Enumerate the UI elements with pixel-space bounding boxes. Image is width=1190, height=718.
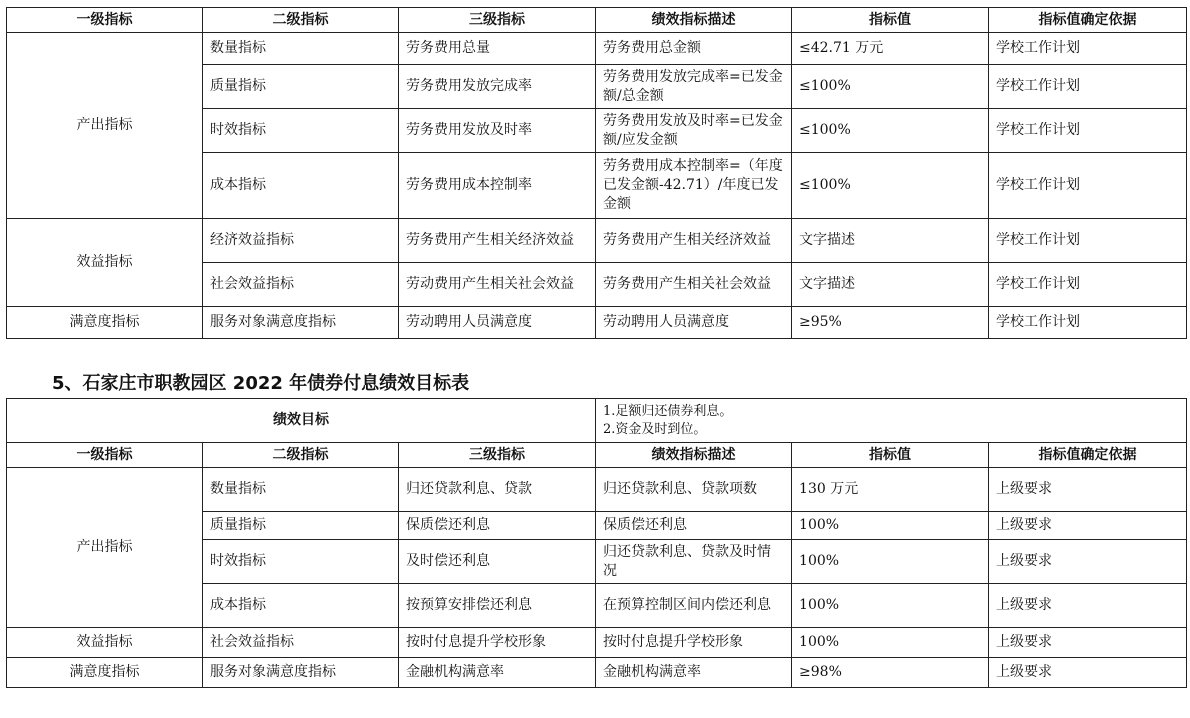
level3-cell: 劳务费用发放及时率 xyxy=(399,109,596,153)
description-cell: 按时付息提升学校形象 xyxy=(596,628,792,658)
description-cell: 劳务费用成本控制率=（年度已发金额-42.71）/年度已发金额 xyxy=(596,153,792,219)
header-basis: 指标值确定依据 xyxy=(989,8,1187,33)
level2-cell: 成本指标 xyxy=(203,584,399,628)
description-cell: 劳务费用发放及时率=已发金额/应发金额 xyxy=(596,109,792,153)
header-value: 指标值 xyxy=(792,443,989,468)
table-row xyxy=(7,628,1187,658)
level3-cell: 劳务费用产生相关经济效益 xyxy=(399,219,596,263)
basis-cell: 学校工作计划 xyxy=(989,307,1187,339)
level3-cell: 劳务费用成本控制率 xyxy=(399,153,596,219)
header-description: 绩效指标描述 xyxy=(596,443,792,468)
header-level1: 一级指标 xyxy=(7,443,203,468)
table-header-row xyxy=(7,443,1187,468)
group-output: 产出指标 xyxy=(7,33,203,219)
description-cell: 劳务费用总金额 xyxy=(596,33,792,65)
basis-cell: 上级要求 xyxy=(989,658,1187,688)
header-level2: 二级指标 xyxy=(203,443,399,468)
description-cell: 归还贷款利息、贷款项数 xyxy=(596,468,792,512)
level3-cell: 归还贷款利息、贷款 xyxy=(399,468,596,512)
basis-cell: 学校工作计划 xyxy=(989,153,1187,219)
level3-cell: 劳动聘用人员满意度 xyxy=(399,307,596,339)
basis-cell: 学校工作计划 xyxy=(989,109,1187,153)
description-cell: 劳务费用发放完成率=已发金额/总金额 xyxy=(596,65,792,109)
value-cell: 100% xyxy=(792,512,989,540)
level3-cell: 及时偿还利息 xyxy=(399,540,596,584)
value-cell: ≤100% xyxy=(792,109,989,153)
value-cell: ≤100% xyxy=(792,153,989,219)
value-cell: 100% xyxy=(792,584,989,628)
header-level1: 一级指标 xyxy=(7,8,203,33)
table-header-row xyxy=(7,8,1187,33)
goal-row xyxy=(7,399,1187,443)
value-cell: 文字描述 xyxy=(792,263,989,307)
table-row xyxy=(7,468,1187,512)
level2-cell: 服务对象满意度指标 xyxy=(203,658,399,688)
basis-cell: 上级要求 xyxy=(989,584,1187,628)
basis-cell: 学校工作计划 xyxy=(989,33,1187,65)
level2-cell: 成本指标 xyxy=(203,153,399,219)
level2-cell: 社会效益指标 xyxy=(203,628,399,658)
goal-line: 2.资金及时到位。 xyxy=(603,421,707,437)
value-cell: 文字描述 xyxy=(792,219,989,263)
description-cell: 劳动聘用人员满意度 xyxy=(596,307,792,339)
header-description: 绩效指标描述 xyxy=(596,8,792,33)
description-cell: 在预算控制区间内偿还利息 xyxy=(596,584,792,628)
group-output: 产出指标 xyxy=(7,468,203,628)
basis-cell: 上级要求 xyxy=(989,468,1187,512)
basis-cell: 上级要求 xyxy=(989,540,1187,584)
value-cell: ≤42.71 万元 xyxy=(792,33,989,65)
description-cell: 归还贷款利息、贷款及时情况 xyxy=(596,540,792,584)
description-cell: 劳务费用产生相关社会效益 xyxy=(596,263,792,307)
level3-cell: 按预算安排偿还利息 xyxy=(399,584,596,628)
group-benefit: 效益指标 xyxy=(7,628,203,658)
goal-content xyxy=(596,399,1187,443)
level3-cell: 劳务费用总量 xyxy=(399,33,596,65)
value-cell: 100% xyxy=(792,628,989,658)
goal-line: 1.足额归还债券利息。 xyxy=(603,403,733,419)
level3-cell: 保质偿还利息 xyxy=(399,512,596,540)
level2-cell: 质量指标 xyxy=(203,512,399,540)
group-benefit: 效益指标 xyxy=(7,219,203,307)
level3-cell: 按时付息提升学校形象 xyxy=(399,628,596,658)
level2-cell: 时效指标 xyxy=(203,540,399,584)
value-cell: 100% xyxy=(792,540,989,584)
value-cell: ≤100% xyxy=(792,65,989,109)
value-cell: ≥98% xyxy=(792,658,989,688)
level2-cell: 数量指标 xyxy=(203,33,399,65)
basis-cell: 上级要求 xyxy=(989,628,1187,658)
header-basis: 指标值确定依据 xyxy=(989,443,1187,468)
level2-cell: 服务对象满意度指标 xyxy=(203,307,399,339)
goal-label: 绩效目标 xyxy=(7,399,596,443)
description-cell: 保质偿还利息 xyxy=(596,512,792,540)
level2-cell: 社会效益指标 xyxy=(203,263,399,307)
header-level2: 二级指标 xyxy=(203,8,399,33)
table-row xyxy=(7,658,1187,688)
description-cell: 金融机构满意率 xyxy=(596,658,792,688)
value-cell: ≥95% xyxy=(792,307,989,339)
bond-interest-performance-table xyxy=(6,398,1187,688)
basis-cell: 学校工作计划 xyxy=(989,65,1187,109)
section-title: 5、石家庄市职教园区 2022 年债券付息绩效目标表 xyxy=(52,373,470,394)
group-satisfaction: 满意度指标 xyxy=(7,307,203,339)
level3-cell: 劳动费用产生相关社会效益 xyxy=(399,263,596,307)
table-row xyxy=(7,307,1187,339)
level2-cell: 质量指标 xyxy=(203,65,399,109)
level2-cell: 时效指标 xyxy=(203,109,399,153)
level3-cell: 金融机构满意率 xyxy=(399,658,596,688)
group-satisfaction: 满意度指标 xyxy=(7,658,203,688)
level2-cell: 数量指标 xyxy=(203,468,399,512)
labor-cost-performance-table xyxy=(6,7,1187,339)
value-cell: 130 万元 xyxy=(792,468,989,512)
header-value: 指标值 xyxy=(792,8,989,33)
basis-cell: 学校工作计划 xyxy=(989,219,1187,263)
level3-cell: 劳务费用发放完成率 xyxy=(399,65,596,109)
level2-cell: 经济效益指标 xyxy=(203,219,399,263)
description-cell: 劳务费用产生相关经济效益 xyxy=(596,219,792,263)
header-level3: 三级指标 xyxy=(399,443,596,468)
header-level3: 三级指标 xyxy=(399,8,596,33)
basis-cell: 上级要求 xyxy=(989,512,1187,540)
table-row xyxy=(7,219,1187,263)
table-row xyxy=(7,33,1187,65)
basis-cell: 学校工作计划 xyxy=(989,263,1187,307)
